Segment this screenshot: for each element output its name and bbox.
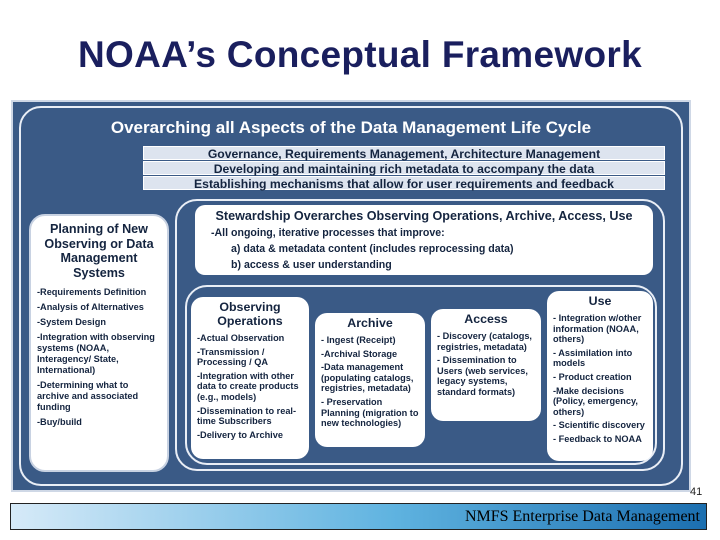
access-list	[437, 331, 538, 401]
use-card	[547, 291, 653, 461]
use-list	[553, 313, 650, 448]
slide-number: 41	[690, 486, 703, 498]
observing-card	[191, 297, 309, 459]
archive-list	[321, 335, 422, 432]
governance-bar: Governance, Requirements Management, Architecture Management	[143, 146, 665, 160]
feedback-bar: Establishing mechanisms that allow for user requirements and feedback	[143, 176, 665, 190]
observing-title: Observing Operations	[217, 300, 283, 328]
planning-title: Planning of New Observing or Data Management Systems	[44, 222, 154, 280]
stewardship-item-a: a) data & metadata content (includes reprocessing data)	[231, 243, 514, 255]
list-item: -Requirements Definition	[37, 287, 147, 297]
list-item: -Make decisions (Policy, emergency, others)	[553, 385, 638, 417]
slide-title: NOAA’s Conceptual Framework	[78, 34, 642, 75]
list-item: -Integration with observing systems (NOAA, Interagency/ State, International)	[37, 332, 155, 375]
access-card	[431, 309, 541, 421]
use-title: Use	[588, 294, 612, 308]
stewardship-frame	[175, 199, 665, 471]
list-item: -System Design	[37, 317, 106, 327]
footer-bar	[10, 503, 707, 530]
lifecycle-title: Overarching all Aspects of the Data Management Life Cycle	[110, 118, 592, 137]
list-item: - Product creation	[553, 371, 632, 382]
stewardship-box	[195, 205, 653, 275]
list-item: -Transmission / Processing / QA	[197, 346, 268, 368]
list-item: -Determining what to archive and associated funding	[37, 380, 139, 412]
list-item: - Preservation Planning (migration to new technologies)	[321, 396, 419, 429]
stewardship-title: Stewardship Overarches Observing Operations, Archive, Access, Use	[215, 209, 633, 223]
list-item: - Ingest (Receipt)	[321, 335, 396, 345]
list-item: -Dissemination to real-time Subscribers	[197, 405, 297, 427]
list-item: -Actual Observation	[197, 333, 285, 343]
list-item: -Data management (populating catalogs, registries, metadata)	[321, 362, 414, 394]
archive-card	[315, 313, 425, 447]
footer-text: NMFS Enterprise Data Management	[464, 508, 700, 525]
list-item: -Archival Storage	[321, 348, 398, 359]
list-item: -Integration with other data to create products (e.g., models)	[197, 370, 299, 402]
list-item: -Buy/build	[37, 417, 82, 427]
list-item: -Delivery to Archive	[197, 429, 283, 440]
list-item: - Discovery (catalogs, registries, metadata)	[437, 331, 532, 352]
planning-box	[29, 214, 169, 472]
list-item: -Analysis of Alternatives	[37, 302, 144, 312]
stewardship-item-b: b) access & user understanding	[231, 259, 392, 271]
framework-diagram	[11, 100, 691, 492]
list-item: - Assimilation into models	[553, 347, 633, 369]
observing-list	[197, 333, 306, 443]
metadata-bar: Developing and maintaining rich metadata to accompany the data	[143, 161, 665, 175]
list-item: - Dissemination to Users (web services, legacy systems, standard formats)	[437, 355, 528, 397]
planning-list	[37, 287, 163, 432]
stewardship-intro: -All ongoing, iterative processes that improve:	[211, 227, 445, 239]
access-title: Access	[464, 312, 508, 326]
operations-frame	[185, 285, 657, 465]
list-item: - Integration w/other information (NOAA, others)	[553, 313, 642, 345]
list-item: - Feedback to NOAA	[553, 433, 642, 444]
list-item: - Scientific discovery	[553, 420, 645, 431]
archive-title: Archive	[347, 316, 393, 330]
